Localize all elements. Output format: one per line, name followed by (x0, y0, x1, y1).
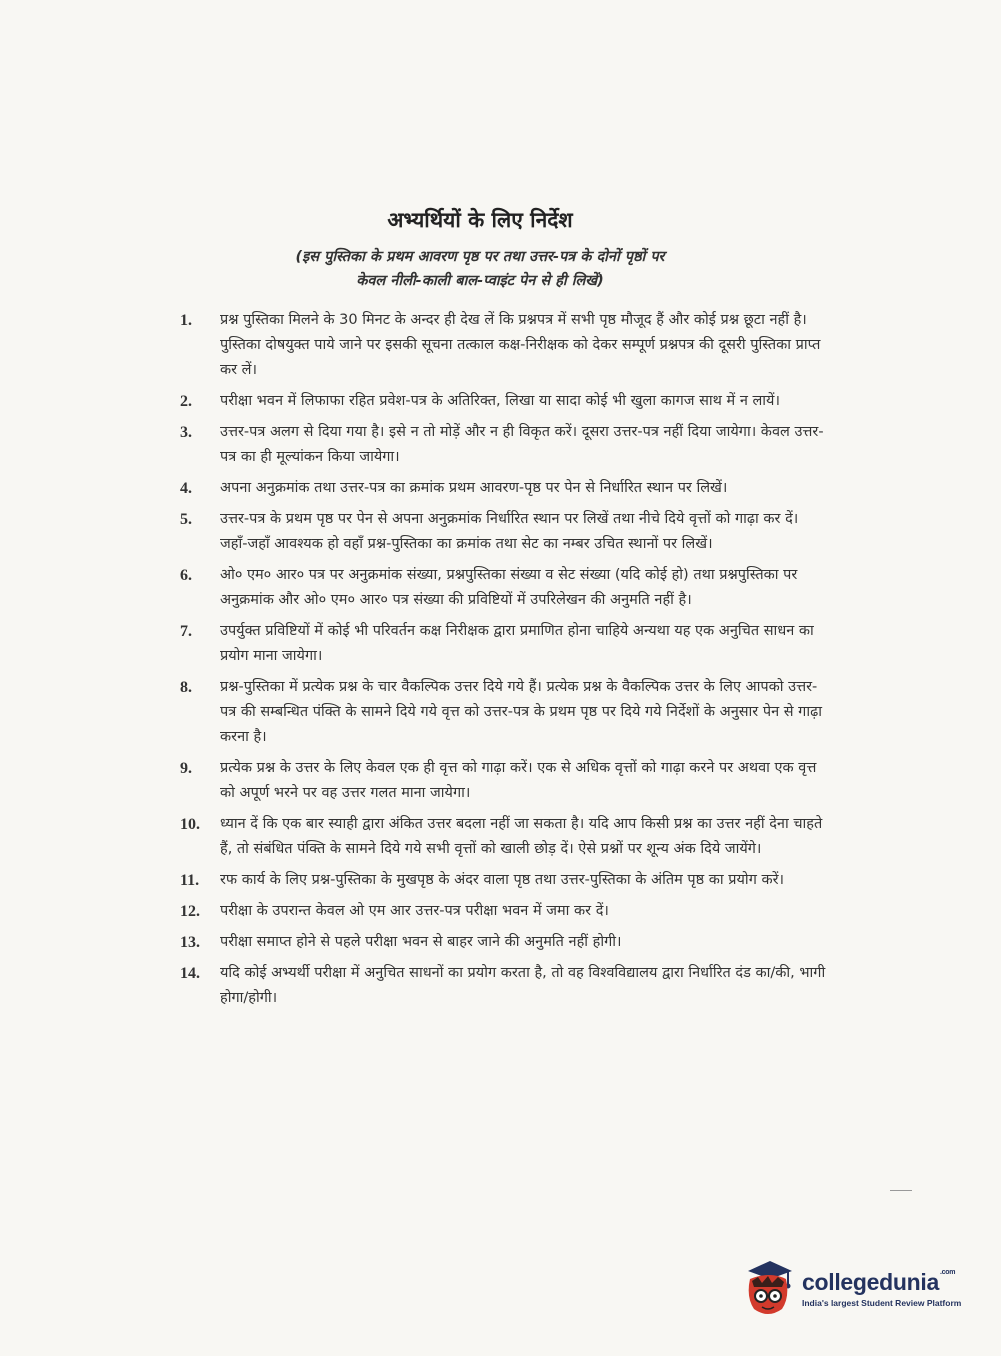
instruction-text: ध्यान दें कि एक बार स्याही द्वारा अंकित उत्तर बदला नहीं जा सकता है। यदि आप किसी प्रश्न का उत्तर नहीं देना चाहते हैं, तो संबंधित पंक्ति के सामने दिये गये सभी वृत्तों को खाली छोड़ दें। ऐसे प्रश्नों पर शून्य अंक दिये जायेंगे। (220, 816, 823, 857)
pen-instruction-line-2: केवल नीली-काली बाल-प्वाइंट पेन से ही लिखें) (356, 273, 604, 289)
instruction-text: अपना अनुक्रमांक तथा उत्तर-पत्र का क्रमांक प्रथम आवरण-पृष्ठ पर पेन से निर्धारित स्थान पर लिखें। (220, 480, 728, 496)
instruction-number: 5. (180, 511, 192, 528)
instruction-text: प्रत्येक प्रश्न के उत्तर के लिए केवल एक ही वृत्त को गाढ़ा करें। एक से अधिक वृत्तों को गाढ़ा करने पर अथवा एक वृत्त को अपूर्ण भरने पर वह उत्तर गलत माना जायेगा। (220, 760, 817, 801)
mascot-icon (740, 1257, 796, 1319)
instruction-number: 2. (180, 393, 192, 410)
instruction-number: 13. (180, 934, 200, 951)
pen-instruction-line-1: (इस पुस्तिका के प्रथम आवरण पृष्ठ पर तथा उत्तर-पत्र के दोनों पृष्ठों पर (295, 249, 665, 265)
instruction-item (180, 507, 830, 557)
instruction-number: 10. (180, 816, 200, 833)
instruction-number: 14. (180, 965, 200, 982)
instruction-text: उपर्युक्त प्रविष्टियों में कोई भी परिवर्तन कक्ष निरीक्षक द्वारा प्रमाणित होना चाहिये अन्यथा यह एक अनुचित साधन का प्रयोग माना जायेगा। (220, 623, 814, 664)
instruction-text: प्रश्न-पुस्तिका में प्रत्येक प्रश्न के चार वैकल्पिक उत्तर दिये गये हैं। प्रत्येक प्रश्न के वैकल्पिक उत्तर के लिए आपको उत्तर-पत्र की सम्बन्धित पंक्ति के सामने दिये गये वृत्त को उत्तर-पत्र के प्रथम पृष्ठ पर दिये गये निर्देशों के अनुसार पेन से गाढ़ा करना है। (220, 679, 822, 745)
brand-name (802, 1269, 961, 1296)
instruction-item (180, 961, 830, 1011)
page-title: अभ्यर्थियों के लिए निर्देश (387, 208, 573, 232)
brand-tld: .com (939, 1268, 956, 1276)
pen-instruction-note (210, 245, 750, 293)
instruction-item (180, 868, 830, 893)
instruction-text: परीक्षा भवन में लिफाफा रहित प्रवेश-पत्र के अतिरिक्त, लिखा या सादा कोई भी खुला कागज साथ में न लायें। (220, 393, 780, 409)
pen-mark (890, 1190, 912, 1191)
instruction-item (180, 675, 830, 750)
instruction-item (180, 619, 830, 669)
instruction-item (180, 899, 830, 924)
instruction-number: 1. (180, 312, 192, 329)
brand-tagline: India's largest Student Review Platform (802, 1297, 962, 1308)
instruction-text: रफ कार्य के लिए प्रश्न-पुस्तिका के मुखपृष्ठ के अंदर वाला पृष्ठ तथा उत्तर-पुस्तिका के अंतिम पृष्ठ का प्रयोग करें। (220, 872, 785, 888)
instruction-item (180, 476, 830, 501)
brand-name-text: collegedunia (802, 1268, 939, 1295)
instruction-text: परीक्षा के उपरान्त केवल ओ एम आर उत्तर-पत्र परीक्षा भवन में जमा कर दें। (220, 903, 609, 919)
instruction-text: परीक्षा समाप्त होने से पहले परीक्षा भवन से बाहर जाने की अनुमति नहीं होगी। (220, 934, 622, 950)
instruction-number: 6. (180, 567, 192, 584)
instruction-item (180, 308, 830, 383)
collegedunia-watermark (740, 1252, 970, 1324)
instruction-number: 4. (180, 480, 192, 497)
instruction-item (180, 420, 830, 470)
instruction-item (180, 812, 830, 862)
instruction-item (180, 930, 830, 955)
instruction-number: 3. (180, 424, 192, 441)
instruction-text: प्रश्न पुस्तिका मिलने के 30 मिनट के अन्दर ही देख लें कि प्रश्नपत्र में सभी पृष्ठ मौजूद हैं और कोई प्रश्न छूटा नहीं है। पुस्तिका दोषयुक्त पाये जाने पर इसकी सूचना तत्काल कक्ष-निरीक्षक को देकर सम्पूर्ण प्रश्नपत्र की दूसरी पुस्तिका प्राप्त कर लें। (220, 312, 821, 378)
instruction-item (180, 389, 830, 414)
instruction-list (180, 308, 830, 1017)
instruction-item (180, 563, 830, 613)
instruction-number: 12. (180, 903, 200, 920)
instruction-text: यदि कोई अभ्यर्थी परीक्षा में अनुचित साधनों का प्रयोग करता है, तो वह विश्वविद्यालय द्वारा निर्धारित दंड का/की, भागी होगा/होगी। (220, 965, 826, 1006)
instruction-number: 11. (180, 872, 200, 889)
instruction-number: 8. (180, 679, 192, 696)
instruction-text: उत्तर-पत्र अलग से दिया गया है। इसे न तो मोड़ें और न ही विकृत करें। दूसरा उत्तर-पत्र नहीं दिया जायेगा। केवल उत्तर-पत्र का ही मूल्यांकन किया जायेगा। (220, 424, 824, 465)
instruction-number: 7. (180, 623, 192, 640)
instruction-text: उत्तर-पत्र के प्रथम पृष्ठ पर पेन से अपना अनुक्रमांक निर्धारित स्थान पर लिखें तथा नीचे दिये वृत्तों को गाढ़ा कर दें। जहाँ-जहाँ आवश्यक हो वहाँ प्रश्न-पुस्तिका का क्रमांक तथा सेट का नम्बर उचित स्थानों पर लिखें। (220, 511, 799, 552)
instruction-number: 9. (180, 760, 192, 777)
instruction-text: ओ० एम० आर० पत्र पर अनुक्रमांक संख्या, प्रश्नपुस्तिका संख्या व सेट संख्या (यदि कोई हो) तथा प्रश्नपुस्तिका पर अनुक्रमांक और ओ० एम० आर० पत्र संख्या की प्रविष्टियों में उपरिलेखन की अनुमति नहीं है। (220, 567, 798, 608)
instruction-item (180, 756, 830, 806)
